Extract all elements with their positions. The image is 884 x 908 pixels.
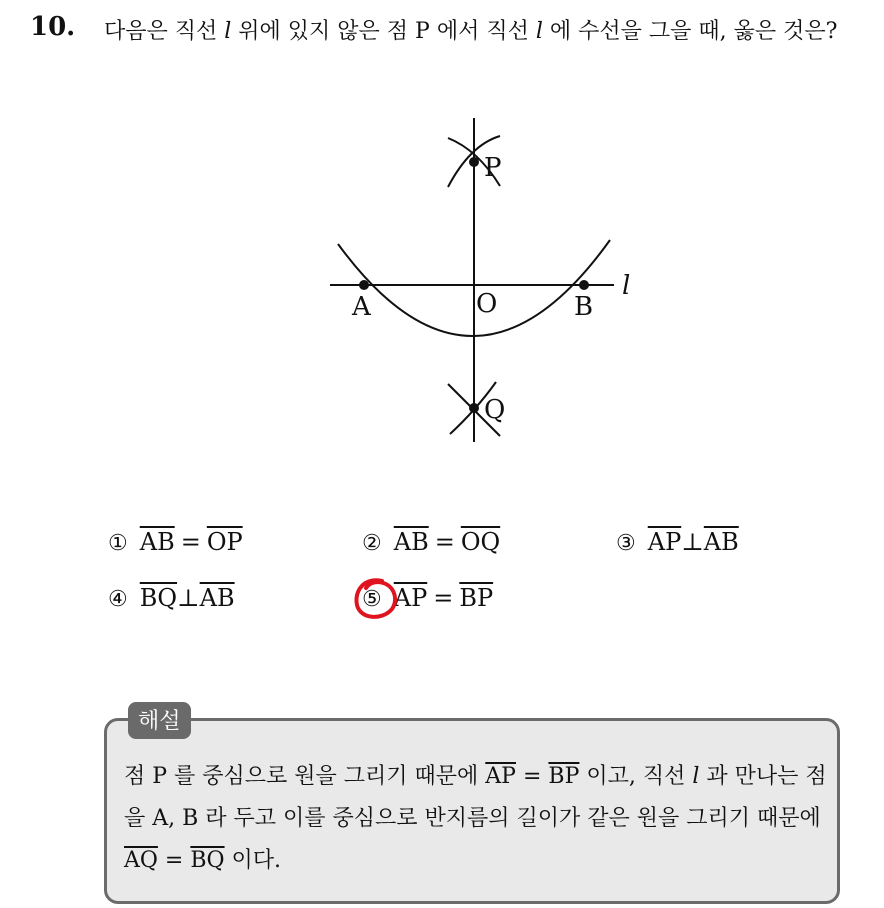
line-variable: l <box>692 764 700 789</box>
point-p <box>469 157 479 167</box>
label-b: B <box>574 292 594 322</box>
segment: $\overline{AB}$ <box>703 528 739 556</box>
choice-number: ④ <box>108 587 128 612</box>
point-a <box>359 280 369 290</box>
choice-2[interactable] <box>362 528 500 556</box>
explanation-part3: 과 만나는 점을 A, B 라 두고 이를 중심으로 반지름의 길이가 같은 원을 그리기 때문에 <box>124 764 827 831</box>
label-p: P <box>484 153 502 183</box>
circle-stroke <box>356 580 395 617</box>
segment: $\overline{OP}$ <box>206 528 243 556</box>
choice-number: ② <box>362 531 382 556</box>
line-variable: l <box>535 19 543 44</box>
segment-bq: $\overline{BQ}$ <box>190 848 225 873</box>
question-text-part2: 위에 있지 않은 점 P 에서 직선 <box>231 19 536 44</box>
segment: $\overline{BP}$ <box>459 584 494 612</box>
label-o: O <box>476 289 498 319</box>
segment-aq: $\overline{AQ}$ <box>124 848 158 873</box>
label-l: l <box>622 271 631 301</box>
segment: $\overline{AB}$ <box>199 584 235 612</box>
explanation-tag: 해설 <box>128 702 191 739</box>
equals-sign: = <box>157 848 191 873</box>
choice-number: ① <box>108 531 128 556</box>
choice-number: ⑤ <box>362 587 382 612</box>
operator: = <box>180 528 201 556</box>
segment: $\overline{AP}$ <box>647 528 682 556</box>
segment: $\overline{OQ}$ <box>460 528 501 556</box>
segment: $\overline{BQ}$ <box>139 584 178 612</box>
operator: = <box>434 528 455 556</box>
operator: ⊥ <box>681 528 704 556</box>
answer-circle-mark <box>352 575 400 623</box>
explanation-text <box>124 756 834 882</box>
choice-1[interactable] <box>108 528 243 556</box>
operator: = <box>433 584 454 612</box>
question-text-part1: 다음은 직선 <box>104 19 225 44</box>
explanation-part2: 이고, 직선 <box>579 764 693 789</box>
operator: ⊥ <box>177 584 200 612</box>
segment: $\overline{AP}$ <box>393 584 428 612</box>
choice-4[interactable] <box>108 584 235 612</box>
label-q: Q <box>484 395 506 425</box>
choice-3[interactable] <box>616 528 739 556</box>
equals-sign: = <box>516 764 549 789</box>
point-q <box>469 403 479 413</box>
line-variable: l <box>224 19 232 44</box>
segment-ap: $\overline{AP}$ <box>485 764 516 789</box>
choice-number: ③ <box>616 531 636 556</box>
point-b <box>579 280 589 290</box>
label-a: A <box>352 292 371 322</box>
explanation-part4: 이다. <box>224 848 282 873</box>
question-number: 10. <box>30 12 76 42</box>
segment-bp: $\overline{BP}$ <box>548 764 580 789</box>
segment: $\overline{AB}$ <box>139 528 175 556</box>
explanation-part1: 점 P 를 중심으로 원을 그리기 때문에 <box>124 764 486 789</box>
segment: $\overline{AB}$ <box>393 528 429 556</box>
question-text-part3: 에 수선을 그을 때, 옳은 것은? <box>542 19 838 44</box>
